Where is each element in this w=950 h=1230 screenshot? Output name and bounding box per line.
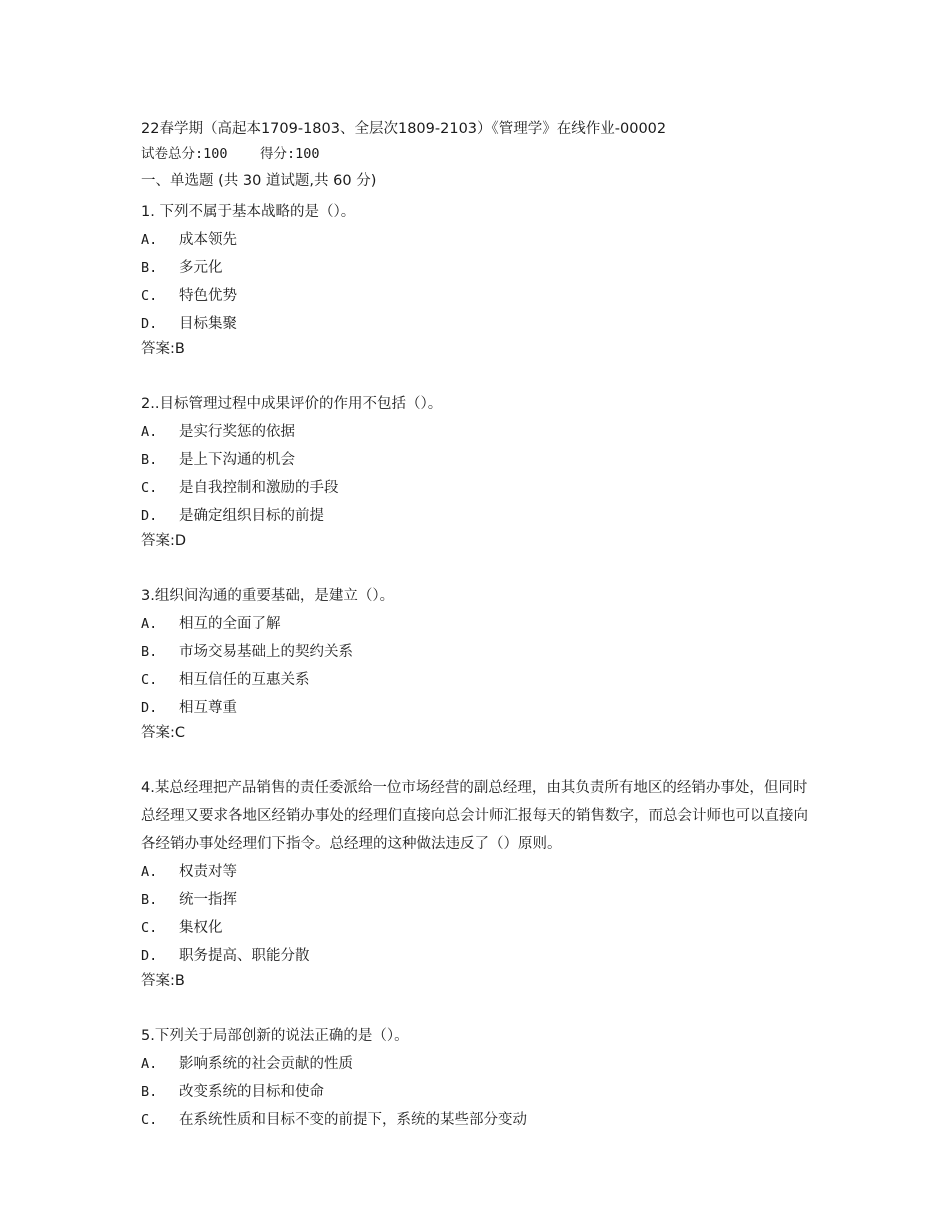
- option-letter: A.: [141, 864, 158, 880]
- option-text: 影响系统的社会贡献的性质: [179, 1056, 353, 1072]
- question-stem: 3.组织间沟通的重要基础，是建立（）。: [141, 588, 395, 604]
- option-text: 相互的全面了解: [179, 616, 281, 632]
- option-text: 是实行奖惩的依据: [179, 424, 295, 440]
- document-body: [141, 119, 821, 1164]
- option-text: 多元化: [179, 260, 223, 276]
- option-text: 是自我控制和激励的手段: [179, 480, 339, 496]
- option-c: [141, 1106, 821, 1134]
- option-a: [141, 858, 821, 886]
- answer-line: 答案:B: [141, 341, 185, 357]
- question-stem: 4.某总经理把产品销售的责任委派给一位市场经营的副总经理，由其负责所有地区的经销办事处，但同时总经理又要求各地区经销办事处的经理们直接向总会计师汇报每天的销售数字，而总会计师也可以直接向各经销办事处经理们下指令。总经理的这种做法违反了（）原则。: [141, 780, 808, 852]
- option-a: [141, 418, 821, 446]
- option-text: 目标集聚: [179, 316, 237, 332]
- option-letter: D.: [141, 700, 158, 716]
- option-letter: B.: [141, 644, 158, 660]
- option-text: 特色优势: [179, 288, 237, 304]
- option-text: 在系统性质和目标不变的前提下，系统的某些部分变动: [179, 1112, 527, 1128]
- option-d: [141, 694, 821, 722]
- score-summary: 试卷总分:100 得分:100: [141, 146, 320, 162]
- option-letter: A.: [141, 1056, 158, 1072]
- option-text: 改变系统的目标和使命: [179, 1084, 324, 1100]
- option-letter: C.: [141, 672, 158, 688]
- section-heading: 一、单选题 (共 30 道试题,共 60 分): [141, 173, 377, 189]
- option-letter: B.: [141, 1084, 158, 1100]
- option-letter: A.: [141, 616, 158, 632]
- answer-line: 答案:B: [141, 973, 185, 989]
- question-2: [141, 390, 821, 552]
- option-a: [141, 1050, 821, 1078]
- option-text: 职务提高、职能分散: [179, 948, 310, 964]
- option-letter: A.: [141, 232, 158, 248]
- option-letter: D.: [141, 316, 158, 332]
- option-b: [141, 886, 821, 914]
- option-a: [141, 226, 821, 254]
- option-text: 成本领先: [179, 232, 237, 248]
- option-letter: D.: [141, 948, 158, 964]
- answer-line: 答案:D: [141, 533, 187, 549]
- option-text: 集权化: [179, 920, 223, 936]
- option-text: 统一指挥: [179, 892, 237, 908]
- option-letter: C.: [141, 480, 158, 496]
- option-letter: A.: [141, 424, 158, 440]
- option-a: [141, 610, 821, 638]
- option-text: 是上下沟通的机会: [179, 452, 295, 468]
- page-title: 22春学期（高起本1709-1803、全层次1809-2103）《管理学》在线作业-00002: [141, 121, 667, 137]
- option-letter: C.: [141, 1112, 158, 1128]
- question-5: [141, 1022, 821, 1134]
- option-b: [141, 1078, 821, 1106]
- question-stem: 2..目标管理过程中成果评价的作用不包括（）。: [141, 396, 443, 412]
- option-letter: B.: [141, 452, 158, 468]
- option-d: [141, 310, 821, 338]
- option-b: [141, 254, 821, 282]
- answer-line: 答案:C: [141, 725, 186, 741]
- option-text: 市场交易基础上的契约关系: [179, 644, 353, 660]
- option-letter: B.: [141, 260, 158, 276]
- option-letter: B.: [141, 892, 158, 908]
- question-3: [141, 582, 821, 744]
- option-letter: C.: [141, 288, 158, 304]
- option-c: [141, 666, 821, 694]
- option-b: [141, 446, 821, 474]
- question-stem: 1. 下列不属于基本战略的是（）。: [141, 204, 356, 220]
- question-4: [141, 774, 821, 992]
- option-text: 是确定组织目标的前提: [179, 508, 324, 524]
- question-1: [141, 198, 821, 360]
- option-text: 相互尊重: [179, 700, 237, 716]
- option-d: [141, 502, 821, 530]
- option-c: [141, 914, 821, 942]
- option-letter: C.: [141, 920, 158, 936]
- option-c: [141, 282, 821, 310]
- option-text: 相互信任的互惠关系: [179, 672, 310, 688]
- option-text: 权责对等: [179, 864, 237, 880]
- option-d: [141, 942, 821, 970]
- option-b: [141, 638, 821, 666]
- question-stem: 5.下列关于局部创新的说法正确的是（）。: [141, 1028, 409, 1044]
- option-letter: D.: [141, 508, 158, 524]
- option-c: [141, 474, 821, 502]
